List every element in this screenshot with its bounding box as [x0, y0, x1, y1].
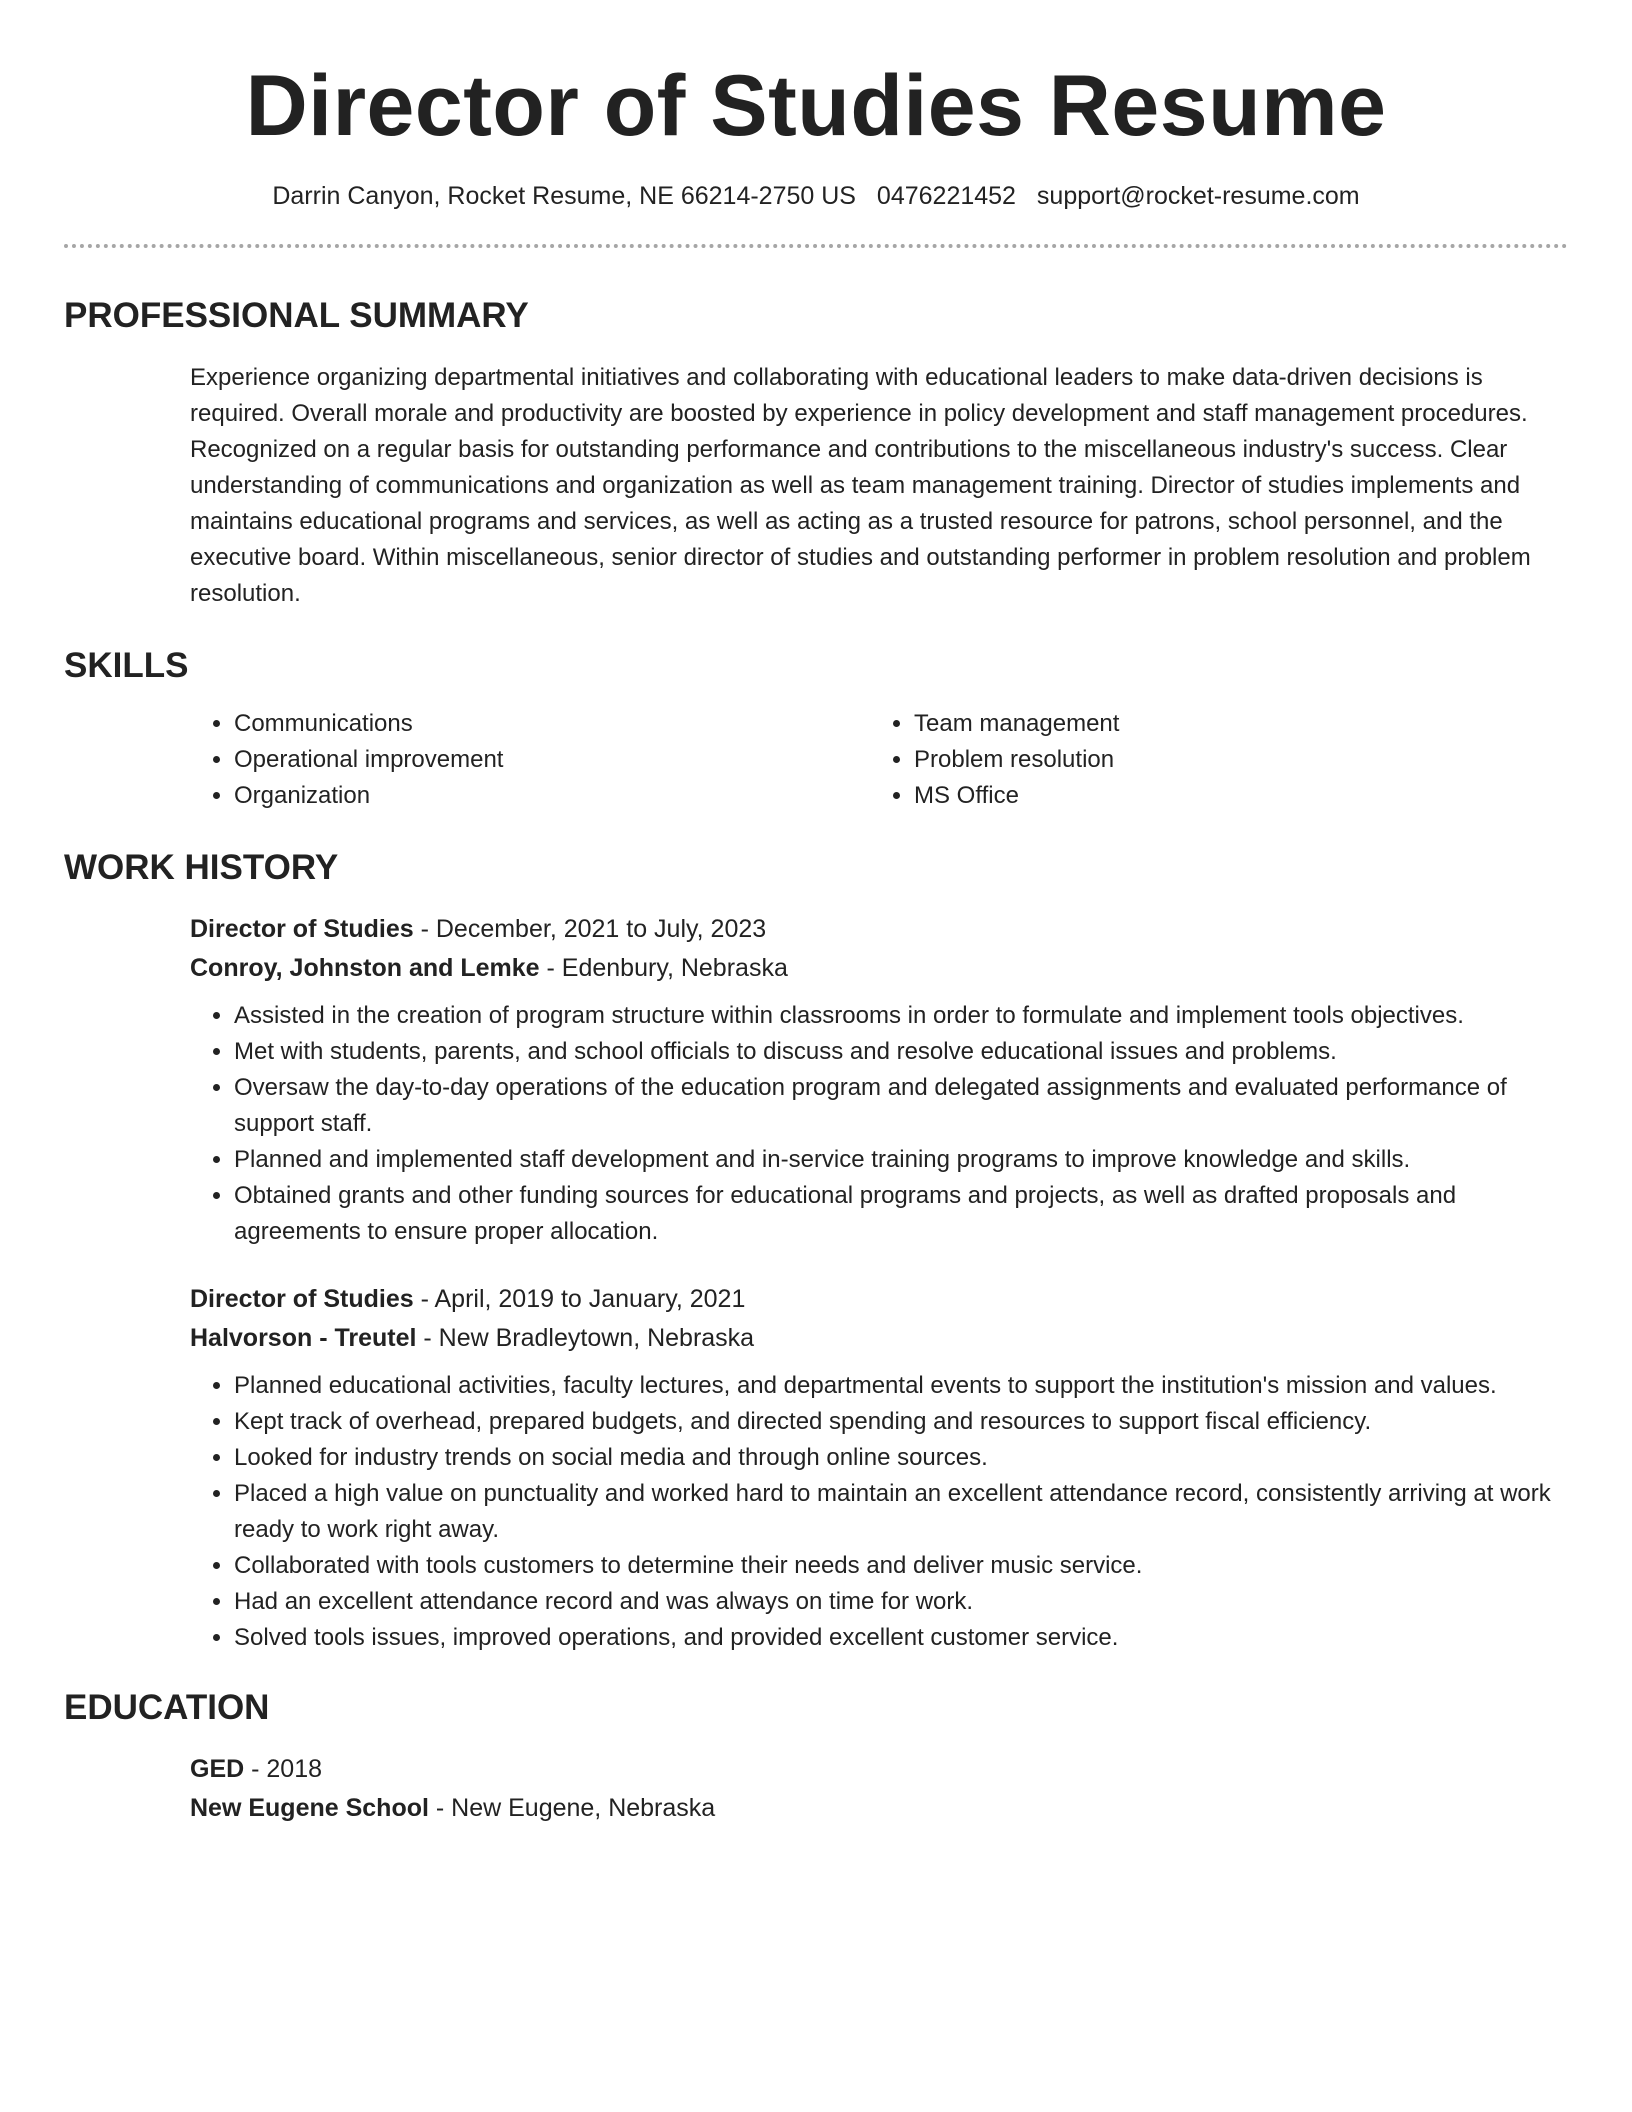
work-history-heading: WORK HISTORY [64, 848, 339, 887]
skills-column-right [870, 706, 1550, 814]
skill-item: • Team management [914, 706, 1550, 742]
job-bullets [190, 998, 1568, 1250]
contact-phone: 0476221452 [876, 182, 1016, 210]
job-entry [190, 1280, 1568, 1656]
job-title-line [190, 1280, 1568, 1319]
job-bullet: • Looked for industry trends on social media and through online sources. [234, 1440, 1568, 1476]
education-degree-line [190, 1750, 1568, 1789]
skill-item: • Problem resolution [914, 742, 1550, 778]
job-dates: - December, 2021 to July, 2023 [413, 915, 767, 943]
job-title-line [190, 910, 1568, 949]
education-entry [190, 1750, 1568, 1828]
job-location: - Edenbury, Nebraska [539, 954, 788, 982]
skills-list [190, 706, 1568, 814]
education-school: New Eugene School [190, 1794, 429, 1822]
contact-email: support@rocket-resume.com [1036, 182, 1360, 210]
job-bullet: • Planned and implemented staff development and in-service training programs to improve knowledge and skills. [234, 1142, 1568, 1178]
skill-item: • Organization [234, 778, 870, 814]
job-bullet: • Planned educational activities, faculty lectures, and departmental events to support the institution's mission and values. [234, 1368, 1568, 1404]
job-bullet: • Collaborated with tools customers to determine their needs and deliver music service. [234, 1548, 1568, 1584]
job-bullet: • Obtained grants and other funding sources for educational programs and projects, as well as drafted proposals and agreements to ensure proper allocation. [234, 1178, 1568, 1250]
job-bullets [190, 1368, 1568, 1656]
job-entry [190, 910, 1568, 1250]
skill-item: • MS Office [914, 778, 1550, 814]
summary-text: Experience organizing departmental initiatives and collaborating with educational leaders to make data-driven decisions is required. Overall morale and productivity are boosted by experience in policy development and staff management procedures. Recognized on a regular basis for outstanding performance and contributions to the miscellaneous industry's success. Clear understanding of communications and organization as well as team management training. Director of studies implements and maintains educational programs and services, as well as acting as a trusted resource for patrons, school personnel, and the executive board. Within miscellaneous, senior director of studies and outstanding performer in problem resolution and problem resolution. [190, 364, 1531, 607]
job-bullet: • Kept track of overhead, prepared budgets, and directed spending and resources to support fiscal efficiency. [234, 1404, 1568, 1440]
skills-heading: SKILLS [64, 646, 189, 685]
education-school-line [190, 1789, 1568, 1828]
contact-address: Darrin Canyon, Rocket Resume, NE 66214-2750 US [272, 182, 856, 210]
job-company: Halvorson - Treutel [190, 1324, 417, 1352]
job-company-line [190, 1319, 1568, 1358]
job-bullet: • Placed a high value on punctuality and worked hard to maintain an excellent attendance record, consistently arriving at work ready to work right away. [234, 1476, 1568, 1548]
skill-item: • Communications [234, 706, 870, 742]
job-title: Director of Studies [190, 1285, 414, 1313]
job-location: - New Bradleytown, Nebraska [416, 1324, 755, 1352]
resume-title: Director of Studies Resume [245, 58, 1387, 154]
header-divider [64, 244, 1568, 248]
job-bullet: • Oversaw the day-to-day operations of the education program and delegated assignments and evaluated performance of support staff. [234, 1070, 1568, 1142]
contact-line [64, 180, 1568, 212]
job-bullet: • Had an excellent attendance record and was always on time for work. [234, 1584, 1568, 1620]
job-company: Conroy, Johnston and Lemke [190, 954, 540, 982]
summary-heading: PROFESSIONAL SUMMARY [64, 296, 529, 335]
job-title: Director of Studies [190, 915, 414, 943]
job-bullet: • Assisted in the creation of program structure within classrooms in order to formulate and implement tools objectives. [234, 998, 1568, 1034]
education-degree: GED [190, 1755, 245, 1783]
job-dates: - April, 2019 to January, 2021 [413, 1285, 746, 1313]
job-bullet: • Solved tools issues, improved operations, and provided excellent customer service. [234, 1620, 1568, 1656]
skill-item: • Operational improvement [234, 742, 870, 778]
education-year: - 2018 [244, 1755, 323, 1783]
skills-column-left [190, 706, 870, 814]
education-heading: EDUCATION [64, 1688, 270, 1727]
job-company-line [190, 949, 1568, 988]
job-bullet: • Met with students, parents, and school officials to discuss and resolve educational issues and problems. [234, 1034, 1568, 1070]
education-location: - New Eugene, Nebraska [428, 1794, 716, 1822]
resume-page [64, 0, 1568, 1828]
